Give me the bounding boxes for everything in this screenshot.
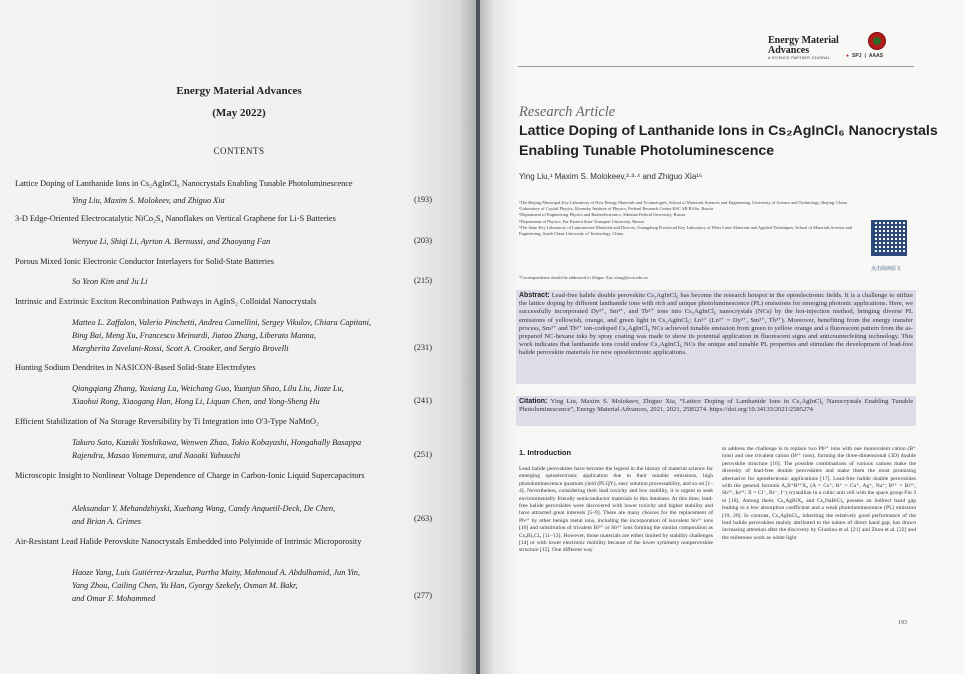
logo-line-1: Energy Material — [768, 35, 839, 46]
toc-entry-authors: Takuro Sato, Kazuki Yoshikawa, Wenwen Zhao, Tokio Kobayashi, Hongahally Basappa — [72, 438, 362, 447]
divider: | — [864, 53, 866, 59]
article-title: Lattice Doping of Lanthanide Ions in Cs₂AgInCl₆ Nanocrystals Enabling Tunable Photoluminescence — [519, 123, 938, 159]
toc-entry-authors: So Yeon Kim and Ju Li — [72, 277, 148, 286]
toc-entry-page: (277) — [414, 591, 432, 600]
toc-entry-title[interactable]: Lattice Doping of Lanthanide Ions in Cs₂AgInCl₆ Nanocrystals Enabling Tunable Photoluminescence — [15, 179, 353, 188]
citation-text[interactable]: Ying Liu, Maxim S. Molokeev, Zhiguo Xia, “Lattice Doping of Lanthanide Ions in Cs₂AgInCl₆ Nanocrystals Enabling Tunable Photoluminescence”, Energy Material Advances, 2021, 2021, 2585274. https://doi.org/10.34133/2021/2585274 — [519, 398, 913, 414]
body-column-right: to address the challenge is to replace two Pb²⁺ ions with one monovalent cation (B⁺ ions) and one trivalent cation (B³⁺ ions), forming the three-dimensional (3D) double perovskite structure [16]. The possible combinations of various cations make the diversity of lead-free double perovskites and make them the most promising alternative for optoelectronic applications [17]. Lead-free halide double perovskites with the general formula A₂B⁺B³⁺X₆ (A = Cs⁺; B⁺ = Cu⁺, Ag⁺, Na⁺; B³⁺ = Bi³⁺, Sb³⁺, In³⁺; X = Cl⁻, Br⁻, I⁻) crystallize in a cubic unit cell with the space group Fm 3 m [18]. Among them, Cs₂AgBiX₆ and Cs₂NaBiCl₆ possess an indirect band gap leading to a low absorption coefficient and a weak photoluminescence (PL) emission [19, 20]. In contrast, Cs₂AgInCl₆, inheriting the relatively good performance of the lead halide perovskites mainly attributed to the nature of direct band gap, has drawn increasing attention after the discovery by Giustino et al. [21] and Zhou et al. [22] and the milestone work as white light — [722, 446, 916, 541]
toc-entry-page: (251) — [414, 450, 432, 459]
toc-entry-authors: Matteo L. Zaffalon, Valerio Pinchetti, Andrea Camellini, Sergey Vikulov, Chiara Capitani, — [72, 318, 371, 327]
correspondence: *Correspondence should be addressed to Zhiguo Xia; xiazg@scut.edu.cn — [519, 275, 648, 280]
toc-entry-title[interactable]: Intrinsic and Extrinsic Exciton Recombination Pathways in AgInS₂ Colloidal Nanocrystals — [15, 297, 317, 306]
journal-title: Energy Material Advances — [176, 85, 302, 97]
toc-entry-page: (215) — [414, 276, 432, 285]
university-seal-icon — [868, 32, 886, 50]
toc-entry-title[interactable]: Porous Mixed Ionic Electronic Conductor Interlayers for Solid-State Batteries — [15, 257, 274, 266]
toc-entry-authors: Yang Zhou, Cailing Chen, Yu Han, Gyorgy Szekely, Osman M. Bakr, — [72, 581, 298, 590]
contents-heading: CONTENTS — [213, 146, 265, 156]
abstract-box — [516, 290, 916, 384]
logo-line-2: Advances — [768, 45, 810, 56]
abstract-paragraph — [516, 290, 916, 360]
issue-date: (May 2022) — [212, 107, 266, 119]
affiliation: ⁴Department of Physics, Far Eastern State Transport University, Russia — [519, 218, 644, 224]
toc-entry-title[interactable]: 3-D Edge-Oriented Electrocatalytic NiCo₂S₄ Nanoflakes on Vertical Graphene for Li-S Batteries — [15, 214, 336, 223]
toc-entry-authors: Wenyue Li, Shiqi Li, Ayrton A. Bernussi, and Zhaoyang Fan — [72, 237, 271, 246]
page-number: 193 — [898, 620, 907, 626]
toc-entry-authors: Aleksandar Y. Mehandzhiyski, Xuehang Wang, Candy Anquetil-Deck, De Chen, — [72, 504, 336, 513]
citation-paragraph — [516, 396, 916, 416]
citation-box — [516, 396, 916, 426]
affiliation: ¹The Beijing Municipal Key Laboratory of New Energy Materials and Technologies, School of Materials Sciences and Engineering, University of Science and Technology, Beijing, China — [519, 200, 847, 205]
toc-entry-authors: Qiangqiang Zhang, Yaxiang Lu, Weichang Guo, Yuanjun Shao, Lilu Liu, Jiaze Lu, — [72, 384, 344, 393]
affiliation: ³Department of Engineering Physics and Radioelectronics, Siberian Federal University, Russia — [519, 212, 686, 218]
header-rule — [518, 66, 914, 67]
journal-logo — [768, 36, 839, 60]
toc-entry-authors: and Brian A. Grimes — [72, 517, 141, 526]
article-authors: Ying Liu,¹ Maxim S. Molokeev,²·³·⁴ and Zhiguo Xia¹⁵ — [519, 172, 703, 181]
toc-entry-title[interactable]: Air-Resistant Lead Halide Perovskite Nanocrystals Embedded into Polyimide of Intrinsic Microporosity — [15, 537, 362, 546]
toc-entry-page: (203) — [414, 236, 432, 245]
section-heading: 1. Introduction — [519, 448, 572, 457]
citation-label: Citation: — [519, 398, 548, 405]
article-type: Research Article — [519, 104, 616, 120]
toc-entry-authors: Rajendra, Masao Yonemura, and Naoaki Yabuuchi — [72, 451, 241, 460]
toc-entry-authors: and Omar F. Mohammed — [72, 594, 156, 603]
toc-entry-authors: Haoze Yang, Luis Gutiérrez-Arzaluz, Partha Maity, Mahmoud A. Abdulhamid, Jun Yin, — [72, 568, 360, 577]
qr-label[interactable]: 点击阅读原文 — [871, 266, 902, 272]
affiliation: ⁵The State Key Laboratory of Luminescent Materials and Devices, Guangdong Provincial Key Laboratory of Fiber Laser Materials and Applied Techniques, School of Materials Science and Engineering, South China University of Technology, China — [519, 224, 853, 237]
spj-dot-icon: ● — [846, 53, 850, 59]
affiliation: ²Laboratory of Crystal Physics, Kirensky Institute of Physics, Federal Research Center KSC SB RASo, Russia — [519, 206, 714, 212]
toc-entry-page: (231) — [414, 343, 432, 352]
qr-code-icon[interactable] — [871, 220, 907, 256]
toc-entry-page: (193) — [414, 195, 432, 204]
toc-entry-authors: Margherita Zavelani-Rossi, Scott A. Crooker, and Sergio Brovelli — [72, 344, 289, 353]
toc-entry-title[interactable]: Efficient Stabilization of Na Storage Reversibility by Ti Integration into O'3-Type NaMnO₂ — [15, 417, 319, 426]
aaas-brand: AAAS — [868, 53, 884, 59]
left-page — [0, 0, 478, 674]
publisher-brands — [846, 53, 883, 59]
body-column-left: Lead halide perovskites have become the legend in the history of material science for emerging optoelectronic application due to their tunable emissions, high photoluminescence quantum yield (PLQY), easy solution processability, and so on [1–4]. Nevertheless, considering their lead toxicity and low stability, it is urgent to seek environmentally friendly semiconductor materials in this database. At this time, lead-free halide perovskites were discovered with lower toxicity and higher stability and have attracted great interests [5–9]. There are many choices for the replacement of Pb²⁺ by other benign metal ions, including the incorporation of isovalent Sn²⁺ ions [10] and substitution of trivalent Bi³⁺ or Sb³⁺ ions forming the similar composition as Cs₃Bi₂Cl₉ [11–13]. However, those materials are either limited by stability challenges [14] or with lower electronic mobility because of the lower symmetry nonperovskite structure [15]. One different way — [519, 466, 713, 554]
abstract-label: Abstract: — [519, 292, 550, 299]
toc-entry-title[interactable]: Hunting Sodium Dendrites in NASICON-Based Solid-State Electrolytes — [15, 363, 256, 372]
toc-entry-page: (263) — [414, 514, 432, 523]
abstract-text: Lead-free halide double perovskite Cs₂AgInCl₆ has become the research hotspot in the optoelectronic fields. It is a challenge to utilize the lattice doping by different lanthanide ions with rich and unique photoluminescence (PL) emissions for emerging photonic applications. Here, we successfully incorporated Dy³⁺, Sm³⁺, and Tb³⁺ ions into Cs₂AgInCl₆ nanocrystals (NCs) by the hot-injection method, bringing diverse PL emissions of yellowish, orange, and green light in Cs₂AgInCl₆: Ln³⁺ (Ln³⁺ = Dy³⁺, Sm³⁺, Tb³⁺). Moreover, benefiting from the energy transfer process, Sm³⁺ and Tb³⁺ ion-codoped Cs₂AgInCl₆ NCs achieved tunable emission from green to yellow orange and a fluorescent pattern from the as-prepared NC-hexane inks by spray coating was made to show its potential application in fluorescent signs and anticounterfeiting technology. This work indicates that lanthanide ions could endow Cs₂AgInCl₆ NCs the unique and tunable PL properties and stimulate the development of lead-free halide perovskite materials for new optoelectronic applications. — [519, 292, 913, 357]
toc-entry-authors: Xiaohui Rong, Xiaogang Han, Hong Li, Liquan Chen, and Yong-Sheng Hu — [72, 397, 320, 406]
toc-entry-title[interactable]: Microscopic Insight to Nonlinear Voltage Dependence of Charge in Carbon-Ionic Liquid Supercapacitors — [15, 471, 365, 480]
spj-brand: SPJ — [852, 53, 862, 59]
affiliations — [519, 200, 864, 237]
logo-subtitle: A SCIENCE PARTNER JOURNAL — [768, 56, 831, 60]
toc-entry-authors: Ying Liu, Maxim S. Molokeev, and Zhiguo Xia — [72, 196, 225, 205]
toc-entry-page: (241) — [414, 396, 432, 405]
toc-entry-authors: Bing Bai, Meng Xu, Francesco Meinardi, Jiatao Zhang, Liberato Manna, — [72, 331, 316, 340]
